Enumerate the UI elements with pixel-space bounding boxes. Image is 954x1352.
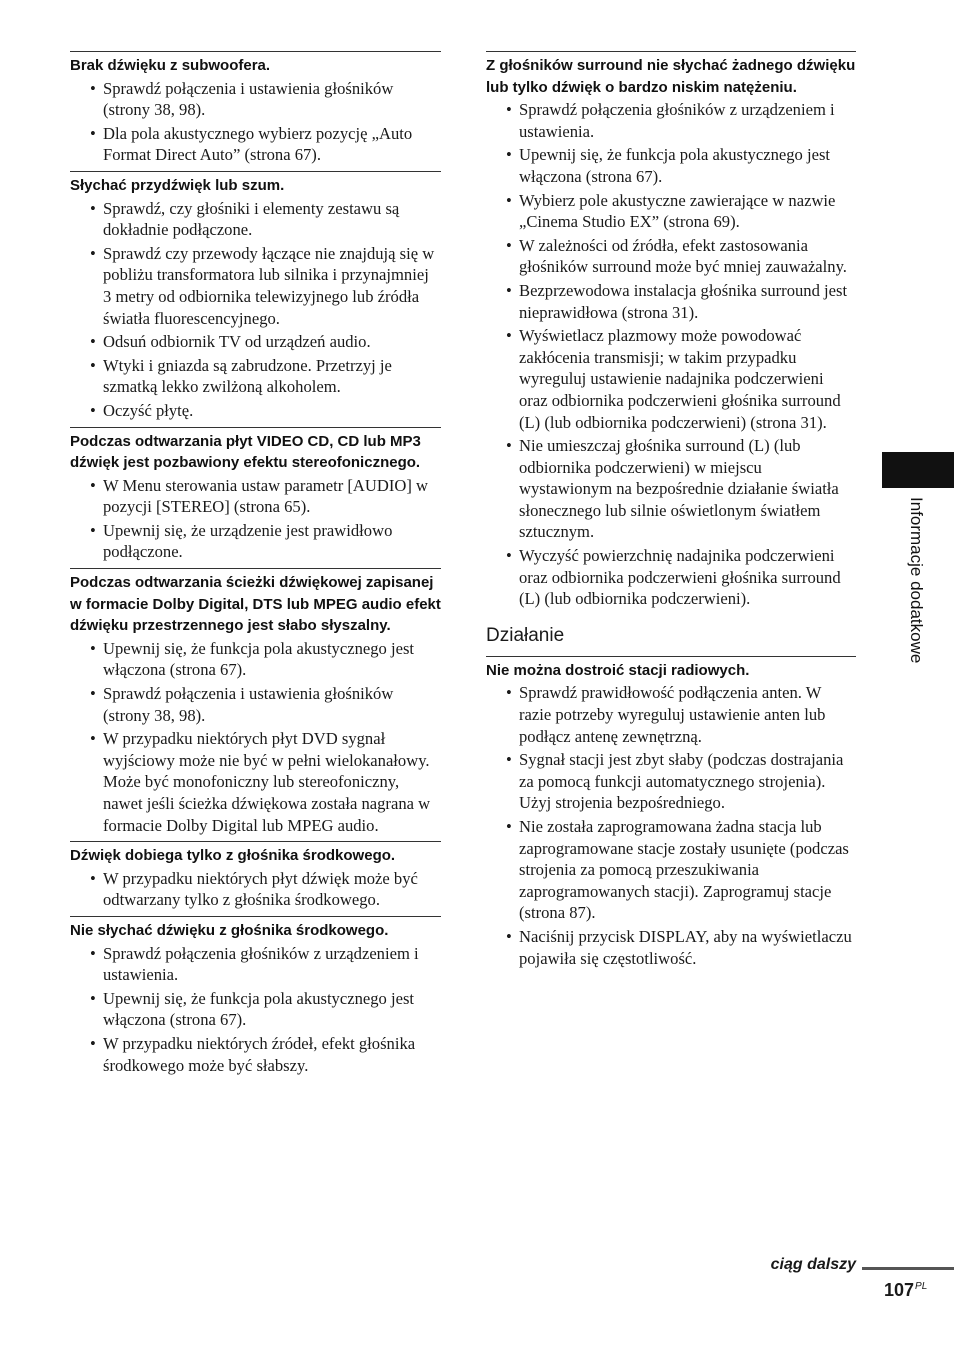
troubleshooting-section: [70, 427, 441, 564]
section-heading: Podczas odtwarzania ścieżki dźwiękowej zapisanej w formacie Dolby Digital, DTS lub MPEG audio efekt dźwięku przestrzennego jest słabo słyszalny.: [70, 574, 441, 635]
troubleshooting-section: [70, 568, 441, 836]
bullet-list: [70, 868, 441, 911]
bullet-item: • W zależności od źródła, efekt zastosowania głośników surround może być mniej zauważalny.: [486, 235, 856, 278]
section-heading: Nie słychać dźwięku z głośnika środkowego.: [70, 921, 389, 939]
page-number-value: 107: [884, 1280, 915, 1300]
section-heading: Słychać przydźwięk lub szum.: [70, 176, 285, 194]
bullet-item: • Sprawdź czy przewody łączące nie znajdują się w pobliżu transformatora lub silnika i przynajmniej 3 metry od odbiornika telewizyjnego lub źródła światła fluorescencyjnego.: [70, 243, 441, 329]
bullet-item: • W przypadku niektórych płyt DVD sygnał wyjściowy może nie być w pełni wielokanałowy. Może być monofoniczny lub stereofoniczny, nawet jeśli ścieżka dźwiękowa została nagrana w formacie Dolby Digital lub MPEG audio.: [70, 728, 441, 836]
bullet-item: • Oczyść płytę.: [70, 400, 441, 422]
bullet-item: • Sprawdź połączenia głośników z urządzeniem i ustawienia.: [70, 943, 441, 986]
troubleshooting-section: [70, 51, 441, 166]
page-number: [884, 1280, 927, 1301]
bullet-list: [486, 682, 856, 969]
section-tab-marker: [882, 452, 954, 488]
bullet-item: • W przypadku niektórych płyt dźwięk może być odtwarzany tylko z głośnika środkowego.: [70, 868, 441, 911]
troubleshooting-section: [70, 841, 441, 911]
bullet-item: • Sygnał stacji jest zbyt słaby (podczas dostrajania za pomocą funkcji automatycznego strojenia). Użyj strojenia bezpośredniego.: [486, 749, 856, 814]
page-number-suffix: PL: [915, 1281, 928, 1292]
bullet-list: [70, 475, 441, 563]
bullet-list: [70, 78, 441, 166]
group-heading: Działanie: [486, 624, 565, 646]
section-heading: Nie można dostroić stacji radiowych.: [486, 661, 750, 679]
section-heading: Brak dźwięku z subwoofera.: [70, 57, 271, 74]
troubleshooting-section: [486, 51, 856, 610]
bullet-item: • Naciśnij przycisk DISPLAY, aby na wyświetlaczu pojawiła się częstotliwość.: [486, 926, 856, 969]
bullet-item: • Upewnij się, że funkcja pola akustycznego jest włączona (strona 67).: [70, 988, 441, 1031]
left-column: [70, 51, 441, 1081]
bullet-list: [70, 638, 441, 836]
bullet-item: • Sprawdź połączenia i ustawienia głośników (strony 38, 98).: [70, 78, 441, 121]
troubleshooting-section: [486, 656, 856, 969]
bullet-item: • Upewnij się, że funkcja pola akustycznego jest włączona (strona 67).: [486, 144, 856, 187]
bullet-list: [70, 943, 441, 1077]
section-heading: Z głośników surround nie słychać żadnego dźwięku lub tylko dźwięk o bardzo niskim natężeniu.: [486, 57, 856, 96]
bullet-item: • Wtyki i gniazda są zabrudzone. Przetrzyj je szmatką lekko zwilżoną alkoholem.: [70, 355, 441, 398]
bullet-list: [486, 99, 856, 610]
section-heading: Dźwięk dobiega tylko z głośnika środkowego.: [70, 847, 396, 865]
bullet-item: • Sprawdź, czy głośniki i elementy zestawu są dokładnie podłączone.: [70, 198, 441, 241]
bullet-item: • Upewnij się, że funkcja pola akustycznego jest włączona (strona 67).: [70, 638, 441, 681]
troubleshooting-section: [70, 171, 441, 422]
bullet-item: • W Menu sterowania ustaw parametr [AUDIO] w pozycji [STEREO] (strona 65).: [70, 475, 441, 518]
bullet-item: • Wybierz pole akustyczne zawierające w nazwie „Cinema Studio EX” (strona 69).: [486, 190, 856, 233]
bullet-item: • Odsuń odbiornik TV od urządzeń audio.: [70, 331, 441, 353]
bullet-list: [70, 198, 441, 422]
bullet-item: • Wyświetlacz plazmowy może powodować zakłócenia transmisji; w takim przypadku wyreguluj ustawienie nadajnika podczerwieni oraz odbiornika podczerwieni głośnika surround (L) (lub odbiornika podczerwieni) (strona 31).: [486, 325, 856, 433]
bullet-item: • Nie została zaprogramowana żadna stacja lub zaprogramowane stacje zostały usunięte (podczas strojenia za pomocą przeszukiwania zaprogramowanych stacji). Zaprogramuj stacje (strona 87).: [486, 816, 856, 924]
bullet-item: • Wyczyść powierzchnię nadajnika podczerwieni oraz odbiornika podczerwieni głośnika surround (L) (lub odbiornika podczerwieni).: [486, 545, 856, 610]
section-tab-label: Informacje dodatkowe: [907, 497, 926, 664]
continued-label: ciąg dalszy: [770, 1256, 856, 1273]
bullet-item: • W przypadku niektórych źródeł, efekt głośnika środkowego może być słabszy.: [70, 1033, 441, 1076]
bullet-item: • Sprawdź połączenia głośników z urządzeniem i ustawienia.: [486, 99, 856, 142]
bullet-item: • Sprawdź prawidłowość podłączenia anten. W razie potrzeby wyreguluj ustawienie anten lub podłącz antenę zewnętrzną.: [486, 682, 856, 747]
section-heading: Podczas odtwarzania płyt VIDEO CD, CD lub MP3 dźwięk jest pozbawiony efektu stereofonicznego.: [70, 432, 421, 472]
continued-rule: [862, 1267, 954, 1270]
bullet-item: • Nie umieszczaj głośnika surround (L) (lub odbiornika podczerwieni) w miejscu wystawionym na bezpośrednie działanie światła słonecznego lub silnie oświetlonym światłem sztucznym.: [486, 435, 856, 543]
right-column: [486, 51, 856, 974]
bullet-item: • Dla pola akustycznego wybierz pozycję „Auto Format Direct Auto” (strona 67).: [70, 123, 441, 166]
troubleshooting-section: [70, 916, 441, 1076]
bullet-item: • Sprawdź połączenia i ustawienia głośników (strony 38, 98).: [70, 683, 441, 726]
bullet-item: • Bezprzewodowa instalacja głośnika surround jest nieprawidłowa (strona 31).: [486, 280, 856, 323]
bullet-item: • Upewnij się, że urządzenie jest prawidłowo podłączone.: [70, 520, 441, 563]
